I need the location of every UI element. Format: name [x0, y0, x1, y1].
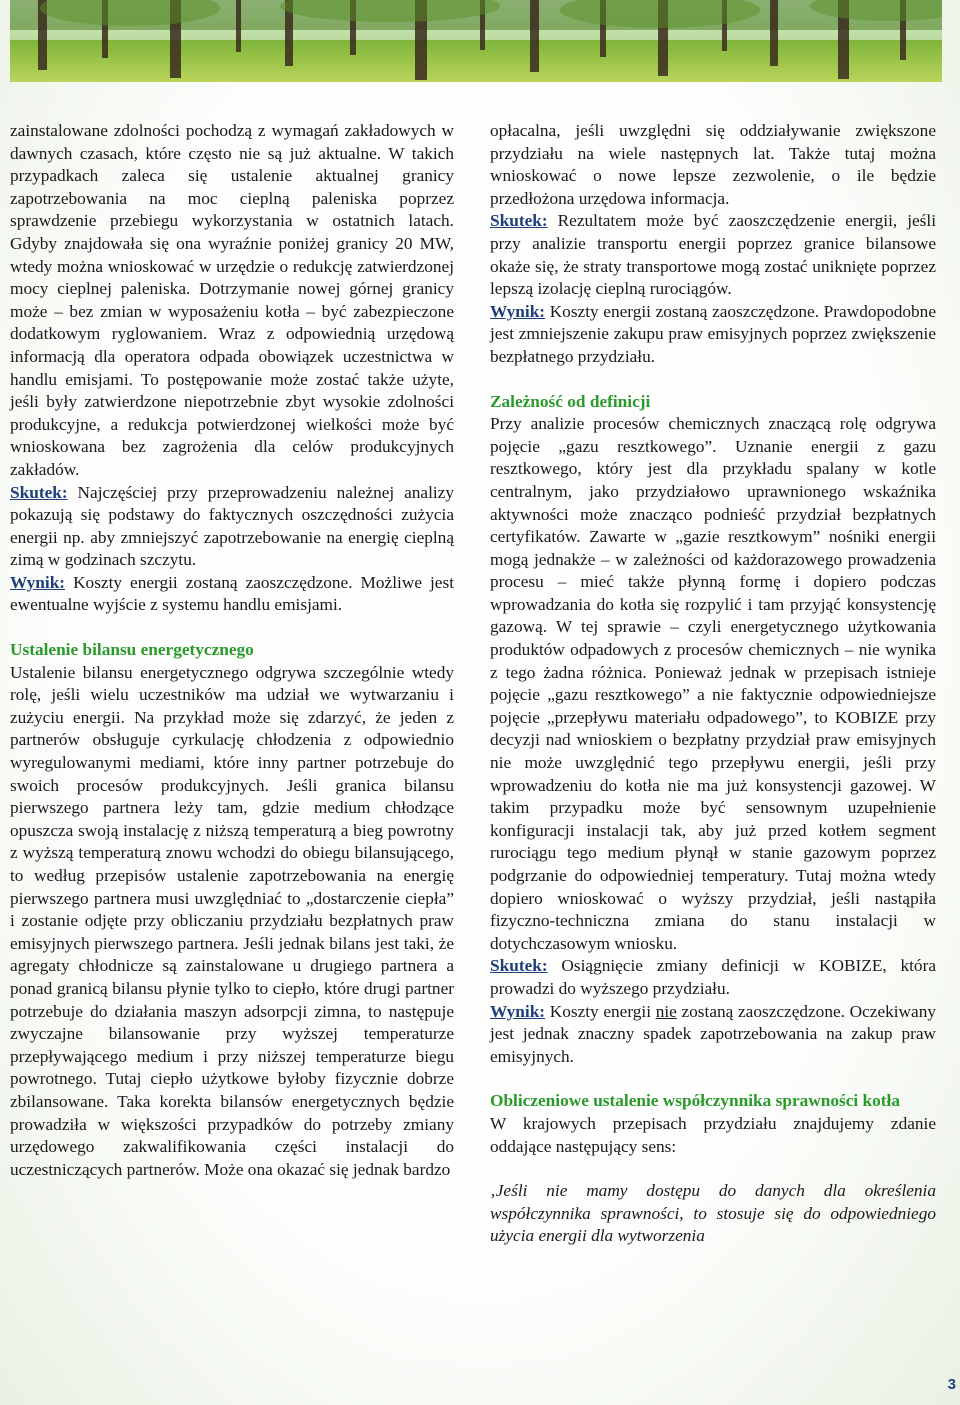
paragraph: zainstalowane zdolności pochodzą z wymagań zakładowych w dawnych czasach, które często nie są już aktualne. W takich przypadkach zaleca się ustalenie aktualnej granicy zapotrzebowania na moc cieplną paleniska poprzez sprawdzenie przebiegu wykorzystania w ostatnich latach. Gdyby znajdowała się ona wyraźnie poniżej granicy 20 MW, wtedy można wnioskować w urzędzie o redukcję zatwierdzonej mocy cieplnej paleniska. Dotrzymanie nowej górnej granicy może – bez zmian w wyposażeniu kotła – być zabezpieczone dodatkowym ryglowaniem. Wraz z odpowiednią urzędową informacją dla operatora odpada obowiązek uczestnictwa w handlu emisjami. To postępowanie może zostać także użyte, jeśli były zatwierdzone niepotrzebnie zbyt wysokie zdolności produkcyjne, a redukcja potwierdzonej wielkości może być wnioskowana bez zagrożenia dla celów produkcyjnych zakładów.	[10, 121, 454, 479]
skutek-label: Skutek:	[490, 956, 548, 976]
skutek-text: Najczęściej przy przeprowadzeniu należnej analizy pokazują się podstawy do faktycznych oszczędności zużycia energii np. aby zmniejszyć zapotrzebowanie na energię cieplną zimą w godzinach szczytu.	[10, 482, 454, 570]
skutek-label: Skutek:	[10, 482, 68, 502]
forest-image	[10, 0, 942, 82]
wynik-paragraph	[490, 301, 936, 369]
wynik-paragraph	[490, 1001, 936, 1069]
skutek-text: Rezultatem może być zaoszczędzenie energii, jeśli przy analizie transportu energii poprzez granice bilansowe okaże się, że straty transportowe mogą zostać uniknięte poprzez lepszą izolację cieplną rurociągów.	[490, 211, 936, 299]
skutek-paragraph	[490, 210, 936, 300]
wynik-text: Koszty energii zostaną zaoszczędzone. Prawdopodobne jest zmniejszenie zakupu praw emisyjnych poprzez zwiększenie bezpłatnego przydziału.	[490, 301, 936, 366]
wynik-text: Koszty energii zostaną zaoszczędzone. Możliwe jest ewentualne wyjście z systemu handlu emisjami.	[10, 572, 454, 615]
paragraph: opłacalna, jeśli uwzględni się oddziaływanie zwiększone przydziału na wiele następnych lat. Także tutaj można wnioskować o nowe lepsze zezwolenie, o ile będzie przedłożona urzędowa informacja.	[490, 121, 936, 208]
wynik-label: Wynik:	[490, 301, 546, 321]
spacer	[490, 1068, 936, 1090]
wynik-negation: nie	[655, 1001, 677, 1021]
left-column	[10, 120, 454, 1181]
section-heading: Ustalenie bilansu energetycznego	[10, 640, 254, 660]
paragraph: W krajowych przepisach przydziału znajdujemy zdanie oddające następujący sens:	[490, 1113, 936, 1156]
skutek-paragraph	[490, 955, 936, 1000]
skutek-paragraph	[10, 482, 454, 572]
paragraph: Przy analizie procesów chemicznych znaczącą rolę odgrywa pojęcie „gazu resztkowego”. Uznanie energii z gazu resztkowego, który jest dla przykładu spalany w kotle centralnym, jako przydziałowo uprawnionego wskaźnika aktywności może znacząco podnieść przydział bezpłatnych certyfikatów. Zawarte w „gazie resztkowym” nośniki energii mogą jednakże – w zależności od każdorazowego prowadzenia procesu – mieć także płynną formę i dopiero podczas wprowadzania do kotła się rozpylić i tam przyjąć konsystencję gazową. W tej sprawie – czyli energetycznego użytkowania produktów odpadowych z procesów chemicznych – nie wynika z tego żadna różnica. Ponieważ jednak w przepisach istnieje pojęcie „gazu resztkowego” a nie faktycznie odpowiedniejsze pojęcie „przepływu materiału odpadowego”, to KOBIZE przy decyzji nad wnioskiem o bezpłatny przydział praw emisyjnych nie może uwzględnić tego przepływu energii, jeśli przy wprowadzeniu do kotła nie ma już konsystencji gazowej. W takim przypadku może być sensownym uzupełnienie konfiguracji instalacji tak, aby już przed kotłem segment rurociągu tego medium płynął w stanie gazowym poprzez podgrzanie do odpowiedniej temperatury. Tutaj można wtedy dopiero wnioskować o wyższy przydział, jeśli nastąpiła fizyczno-techniczna zmiana do stanu instalacji w dotychczasowym wniosku.	[490, 414, 936, 953]
section-heading: Obliczeniowe ustalenie współczynnika sprawności kotła	[490, 1091, 900, 1111]
wynik-label: Wynik:	[490, 1001, 546, 1021]
wynik-text: zostaną zaoszczędzone. Oczekiwany jest jednak znaczny spadek zapotrzebowania na zakup praw emisyjnych.	[490, 1001, 936, 1066]
section-heading: Zależność od definicji	[490, 391, 651, 411]
wynik-label: Wynik:	[10, 572, 66, 592]
page-number: 3	[947, 1376, 956, 1393]
wynik-paragraph	[10, 572, 454, 617]
paragraph: Ustalenie bilansu energetycznego odgrywa szczególnie wtedy rolę, jeśli wielu uczestników ma udział we wytwarzaniu i zużyciu energii. Na przykład może się zdarzyć, że jeden z partnerów obsługuje cyrkulację chłodzenia z odpowiednio wyregulowanymi mediami, które inny partner potrzebuje do swoich procesów produkcyjnych. Jeśli granica bilansu pierwszego partnera leży tam, gdzie medium chłodzące opuszcza swoją instalację z niższą temperaturą a bieg powrotny z wyższą temperaturą znowu wchodzi do obiegu bilansującego, to według przepisów ustalenie zapotrzebowania na energię pierwszego partnera musi uwzględniać to „dostarczenie ciepła” i zostanie odjęte przy obliczaniu przydziału bezpłatnych praw emisyjnych pierwszego partnera. Jeśli jednak bilans jest taki, że agregaty chłodnicze są zainstalowane u drugiego partnera a ponad granicą bilansu płynie tylko to ciepło, które drugi partner potrzebuje do działania maszyn adsorpcji zimna, to następuje zwyczajne bilansowanie przy wyższej temperaturze przepływającego medium i przy niższej temperaturze biegu powrotnego. Tutaj ciepło użytkowe byłoby fizycznie dobrze zbilansowane. Taka korekta bilansów energetycznych będzie prowadziła w większości przypadków do potrzeby zmiany urzędowego zakwalifikowania części instalacji do uczestniczących partnerów. Może ona okazać się jednak bardzo	[10, 662, 454, 1179]
spacer	[490, 369, 936, 391]
forest-photo	[10, 0, 942, 82]
quote-paragraph: ‚Jeśli nie mamy dostępu do danych dla określenia współczynnika sprawności, to stosuje się do odpowiedniego użycia energii dla wytworzenia	[490, 1181, 936, 1246]
right-column	[490, 120, 936, 1248]
spacer	[10, 617, 454, 639]
skutek-text: Osiągnięcie zmiany definicji w KOBIZE, która prowadzi do wyższego przydziału.	[490, 956, 936, 998]
spacer	[490, 1158, 936, 1180]
skutek-label: Skutek:	[490, 211, 548, 231]
wynik-text: Koszty energii	[545, 1001, 656, 1021]
